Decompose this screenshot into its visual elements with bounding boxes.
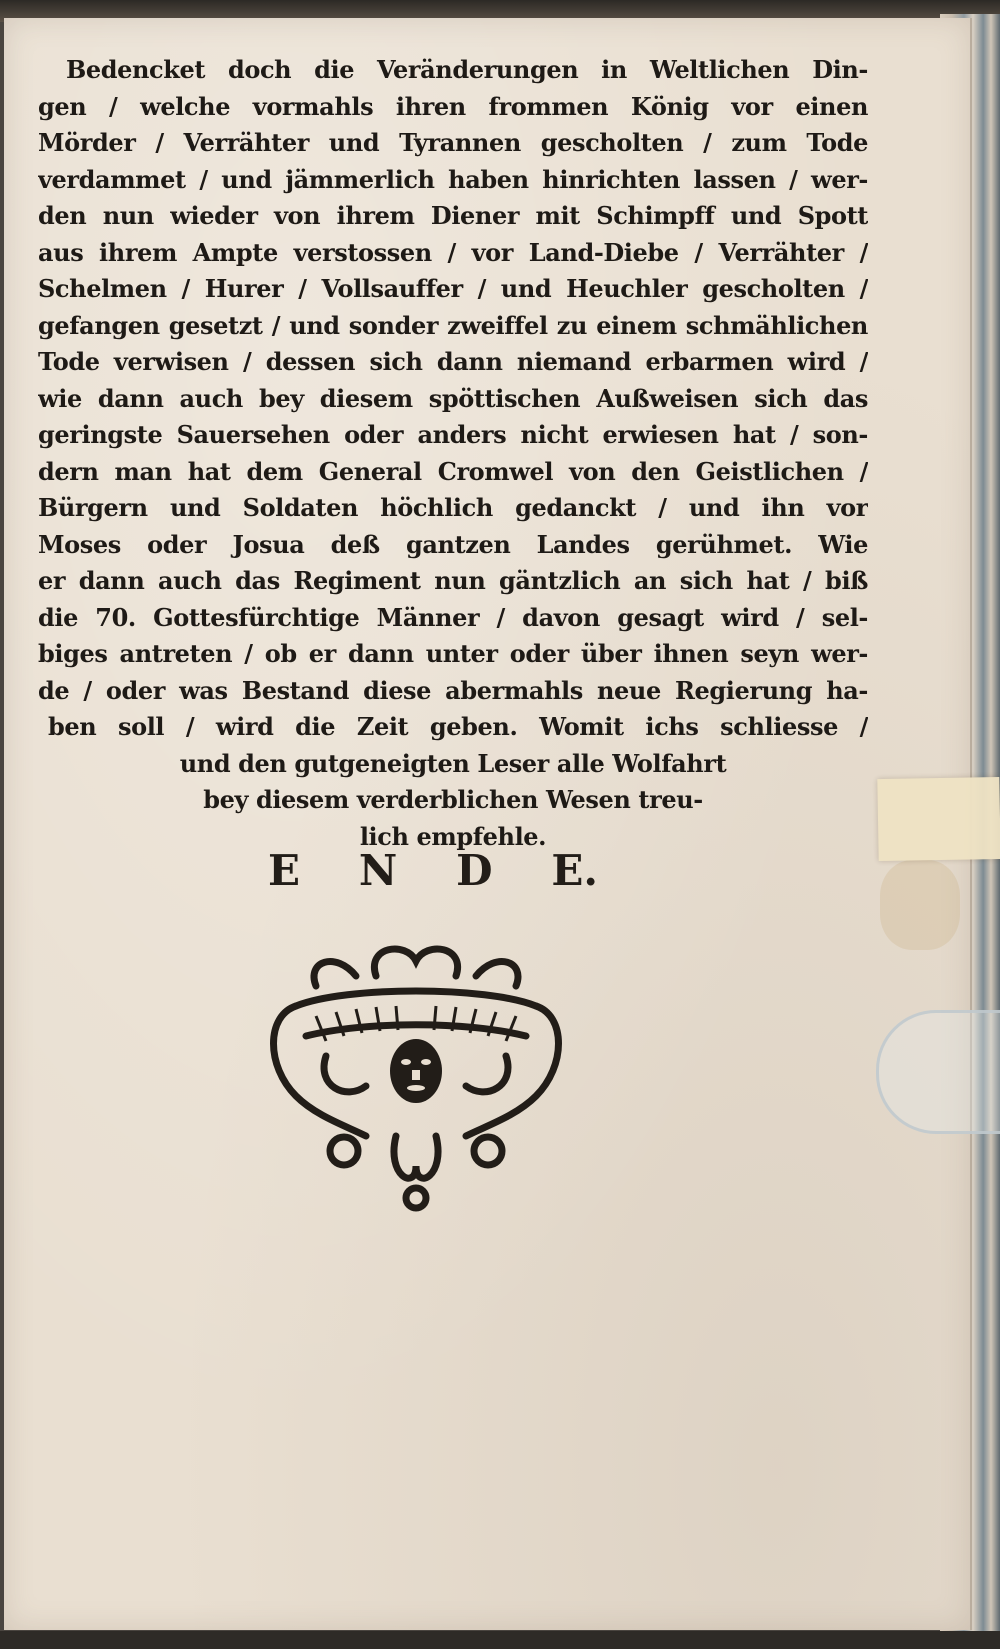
- text-line: dern man hat dem General Cromwel von den Geistlichen /: [38, 456, 868, 486]
- tape-stain: [880, 860, 960, 950]
- body-text: [38, 52, 868, 855]
- text-line: die 70. Gottesfürchtige Männer / davon gesagt wird / sel-: [38, 602, 868, 632]
- adhesive-tape: [877, 777, 1000, 861]
- text-line: Moses oder Josua deß gantzen Landes gerühmet. Wie: [38, 529, 868, 559]
- printers-ornament-mask-icon: [256, 936, 576, 1216]
- finis-letter: E.: [551, 846, 598, 895]
- text-line: gefangen gesetzt / und sonder zweiffel zu einem schmählichen: [38, 310, 868, 340]
- text-line: Bedencket doch die Veränderungen in Weltlichen Din-: [66, 55, 868, 84]
- finis-letter: N: [358, 846, 398, 895]
- scan-bottom-border: [0, 1631, 1000, 1649]
- text-line: verdammet / und jämmerlich haben hinrichten lassen / wer-: [38, 164, 868, 194]
- text-line: den nun wieder von ihrem Diener mit Schimpff und Spott: [38, 201, 868, 230]
- plastic-clip: [876, 1010, 1000, 1134]
- text-line: geringste Sauersehen oder anders nicht erwiesen hat / son-: [38, 420, 868, 449]
- text-line: ben soll / wird die Zeit geben. Womit ichs schliesse /: [48, 712, 868, 741]
- finis-letter: D: [456, 846, 493, 895]
- closing-line: bey diesem verderblichen Wesen treu-: [203, 785, 703, 814]
- text-line: Bürgern und Soldaten höchlich gedanckt / und ihn vor: [38, 493, 868, 522]
- text-line: wie dann auch bey diesem spöttischen Außweisen sich das: [38, 383, 868, 413]
- text-line: gen / welche vormahls ihren frommen König vor einen: [38, 91, 868, 121]
- text-line: de / oder was Bestand diese abermahls neue Regierung ha-: [38, 675, 868, 705]
- text-line: Mörder / Verrähter und Tyrannen gescholten / zum Tode: [38, 128, 868, 157]
- closing-line: und den gutgeneigten Leser alle Wolfahrt: [179, 748, 727, 778]
- closing-line: lich empfehle.: [359, 821, 547, 851]
- finis-letter: E: [268, 846, 301, 895]
- text-line: er dann auch das Regiment nun gäntzlich an sich hat / biß: [38, 566, 868, 595]
- finis-heading: [268, 846, 598, 895]
- text-line: aus ihrem Ampte verstossen / vor Land-Diebe / Verrähter /: [38, 237, 868, 267]
- text-line: Tode verwisen / dessen sich dann niemand erbarmen wird /: [38, 347, 868, 376]
- text-line: Schelmen / Hurer / Vollsauffer / und Heuchler gescholten /: [38, 274, 868, 303]
- text-line: biges antreten / ob er dann unter oder über ihnen seyn wer-: [38, 639, 868, 668]
